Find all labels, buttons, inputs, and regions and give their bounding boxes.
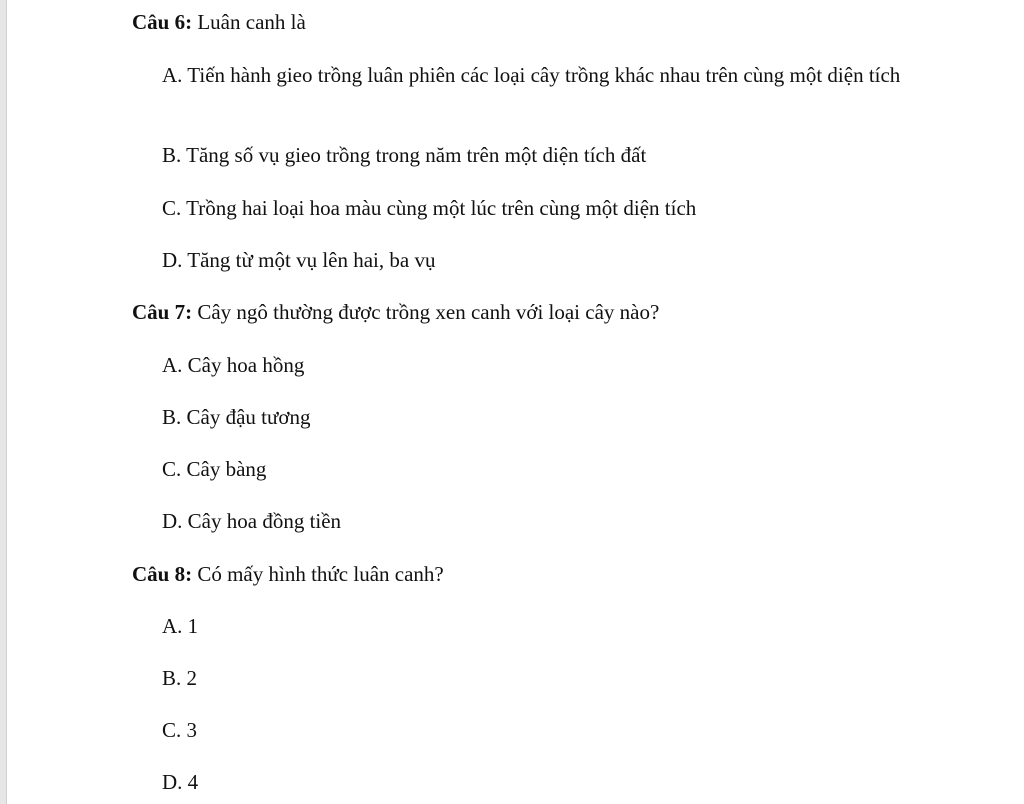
question-7-option-a: A. Cây hoa hồng [162,353,305,377]
question-6-option-b: B. Tăng số vụ gieo trồng trong năm trên một diện tích đất [162,143,647,167]
question-8-option-d: D. 4 [162,770,199,794]
question-7-option-d: D. Cây hoa đồng tiền [162,509,342,533]
question-6-title [132,9,306,35]
question-label: Câu 8: [132,562,193,586]
question-6-option-d: D. Tăng từ một vụ lên hai, ba vụ [162,248,436,272]
question-8-option-a: A. 1 [162,614,199,638]
question-text: Có mấy hình thức luân canh? [197,562,444,586]
question-8-title [132,561,444,587]
question-8-option-c: C. 3 [162,718,198,742]
question-text: Luân canh là [197,10,306,34]
question-6-option-a: A. Tiến hành gieo trồng luân phiên các loại cây trồng khác nhau trên cùng một diện tích [162,63,901,87]
question-8-option-b: B. 2 [162,666,198,690]
question-7-option-b: B. Cây đậu tương [162,405,311,429]
question-text: Cây ngô thường được trồng xen canh với loại cây nào? [197,300,660,324]
question-label: Câu 6: [132,10,193,34]
page-left-edge [0,0,7,804]
question-7-option-c: C. Cây bàng [162,457,267,481]
question-6-option-c: C. Trồng hai loại hoa màu cùng một lúc trên cùng một diện tích [162,196,697,220]
question-label: Câu 7: [132,300,193,324]
question-7-title [132,299,659,325]
